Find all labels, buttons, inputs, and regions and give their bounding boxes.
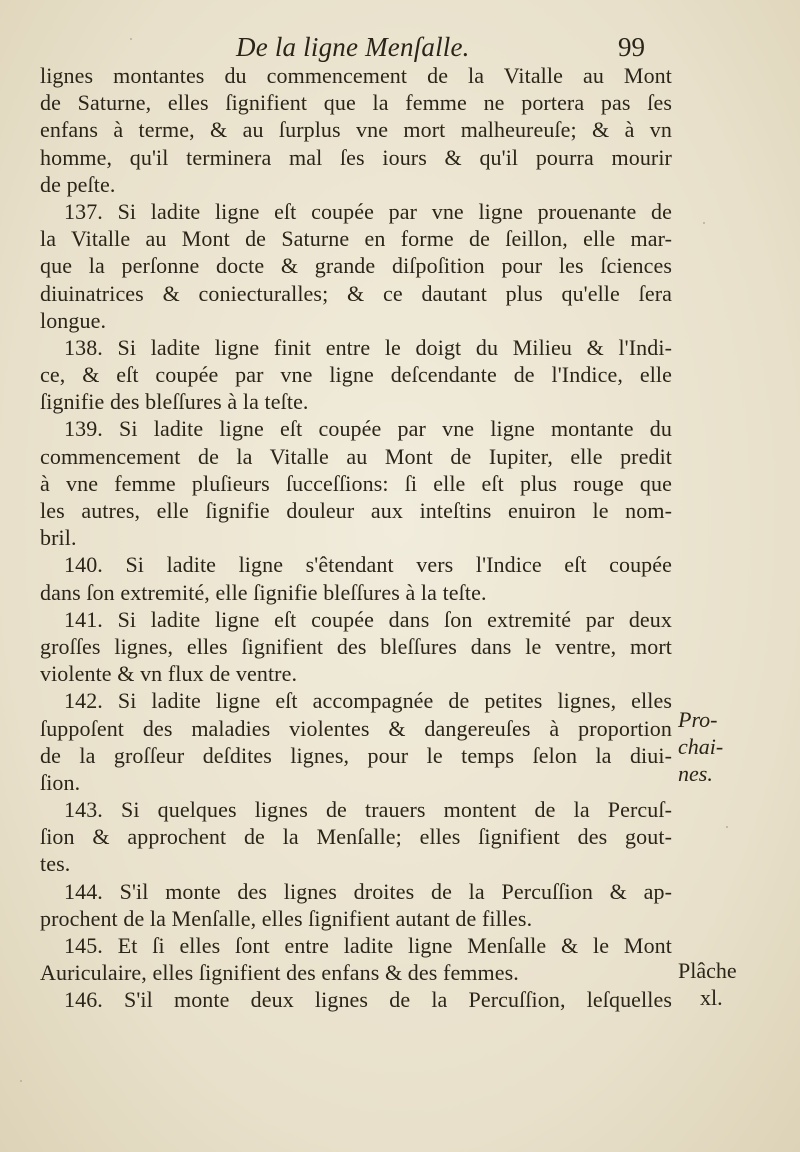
text-line: 144. S'il monte des lignes droites de la Percuſſion & ap- — [64, 878, 672, 904]
text-line: ce, & eſt coupée par vne ligne deſcendante de l'Indice, elle — [40, 362, 672, 388]
text-line: ſion. — [40, 769, 81, 795]
text-line: bril. — [40, 525, 77, 551]
text-line: de Saturne, elles ſignifient que la femme ne portera pas ſes — [40, 90, 672, 116]
margin-note-planche — [678, 957, 737, 1011]
text-line: de la groſſeur deſdites lignes, pour le temps ſelon la diui- — [40, 742, 672, 768]
text-line: dans ſon extremité, elle ſignifie bleſſures à la teſte. — [40, 579, 487, 605]
margin-note-line: xl. — [700, 985, 723, 1011]
page-number: 99 — [618, 32, 645, 62]
body-text — [40, 62, 672, 1014]
text-line: les autres, elle ſignifie douleur aux inteſtins enuiron le nom- — [40, 498, 672, 523]
paper-speck — [726, 826, 728, 828]
text-line: homme, qu'il terminera mal ſes iours & qu'il pourra mourir — [40, 144, 672, 170]
text-line: que la perſonne docte & grande diſpoſition pour les ſciences — [40, 253, 672, 279]
text-line: Auriculaire, elles ſignifient des enfans & des femmes. — [40, 960, 519, 986]
text-line: 137. Si ladite ligne eſt coupée par vne ligne prouenante de — [64, 198, 672, 224]
text-line: 139. Si ladite ligne eſt coupée par vne ligne montante du — [64, 416, 672, 442]
text-line: 143. Si quelques lignes de trauers montent de la Percuſ- — [64, 797, 672, 823]
text-line: lignes montantes du commencement de la Vitalle au Mont — [40, 63, 672, 88]
paper-speck — [703, 222, 705, 224]
text-line: commencement de la Vitalle au Mont de Iupiter, elle predit — [40, 443, 672, 469]
paper-speck — [20, 1080, 22, 1082]
running-title: De la ligne Menſalle. — [236, 32, 470, 62]
text-line: ſignifie des bleſſures à la teſte. — [40, 389, 309, 415]
text-line: prochent de la Menſalle, elles ſignifient autant de filles. — [40, 905, 533, 931]
text-line: 146. S'il monte deux lignes de la Percuſſion, leſquelles — [64, 987, 672, 1013]
text-line: 141. Si ladite ligne eſt coupée dans ſon extremité par deux — [64, 606, 672, 632]
margin-note-prochaines — [678, 706, 723, 788]
margin-note-line: Plâche — [678, 958, 737, 983]
text-line: violente & vn flux de ventre. — [40, 661, 298, 687]
text-line: groſſes lignes, elles ſignifient des bleſſures dans le ventre, mort — [40, 633, 672, 659]
text-line: à vne femme pluſieurs ſucceſſions: ſi elle eſt plus rouge que — [40, 470, 672, 496]
text-line: 142. Si ladite ligne eſt accompagnée de petites lignes, elles — [64, 688, 672, 714]
text-line: ſion & approchent de la Menſalle; elles ſignifient des gout- — [40, 824, 672, 850]
text-line: 145. Et ſi elles ſont entre ladite ligne Menſalle & le Mont — [64, 933, 672, 958]
text-line: 140. Si ladite ligne s'êtendant vers l'Indice eſt coupée — [64, 552, 672, 578]
text-line: enfans à terme, & au ſurplus vne mort malheureuſe; & à vn — [40, 117, 672, 143]
text-line: de peſte. — [40, 171, 116, 197]
text-line: 138. Si ladite ligne finit entre le doigt du Milieu & l'Indi- — [64, 334, 672, 360]
text-line: diuinatrices & coniecturalles; & ce dautant plus qu'elle ſera — [40, 280, 672, 306]
text-line: la Vitalle au Mont de Saturne en forme de ſeillon, elle mar- — [40, 226, 672, 252]
text-line: tes. — [40, 851, 71, 877]
paper-speck — [130, 38, 132, 40]
text-line: ſuppoſent des maladies violentes & dangereuſes à proportion — [40, 715, 672, 741]
margin-note-line: Pro- — [678, 707, 718, 732]
margin-note-line: nes. — [678, 761, 713, 787]
margin-note-line: chai- — [678, 734, 724, 760]
text-line: longue. — [40, 307, 107, 333]
